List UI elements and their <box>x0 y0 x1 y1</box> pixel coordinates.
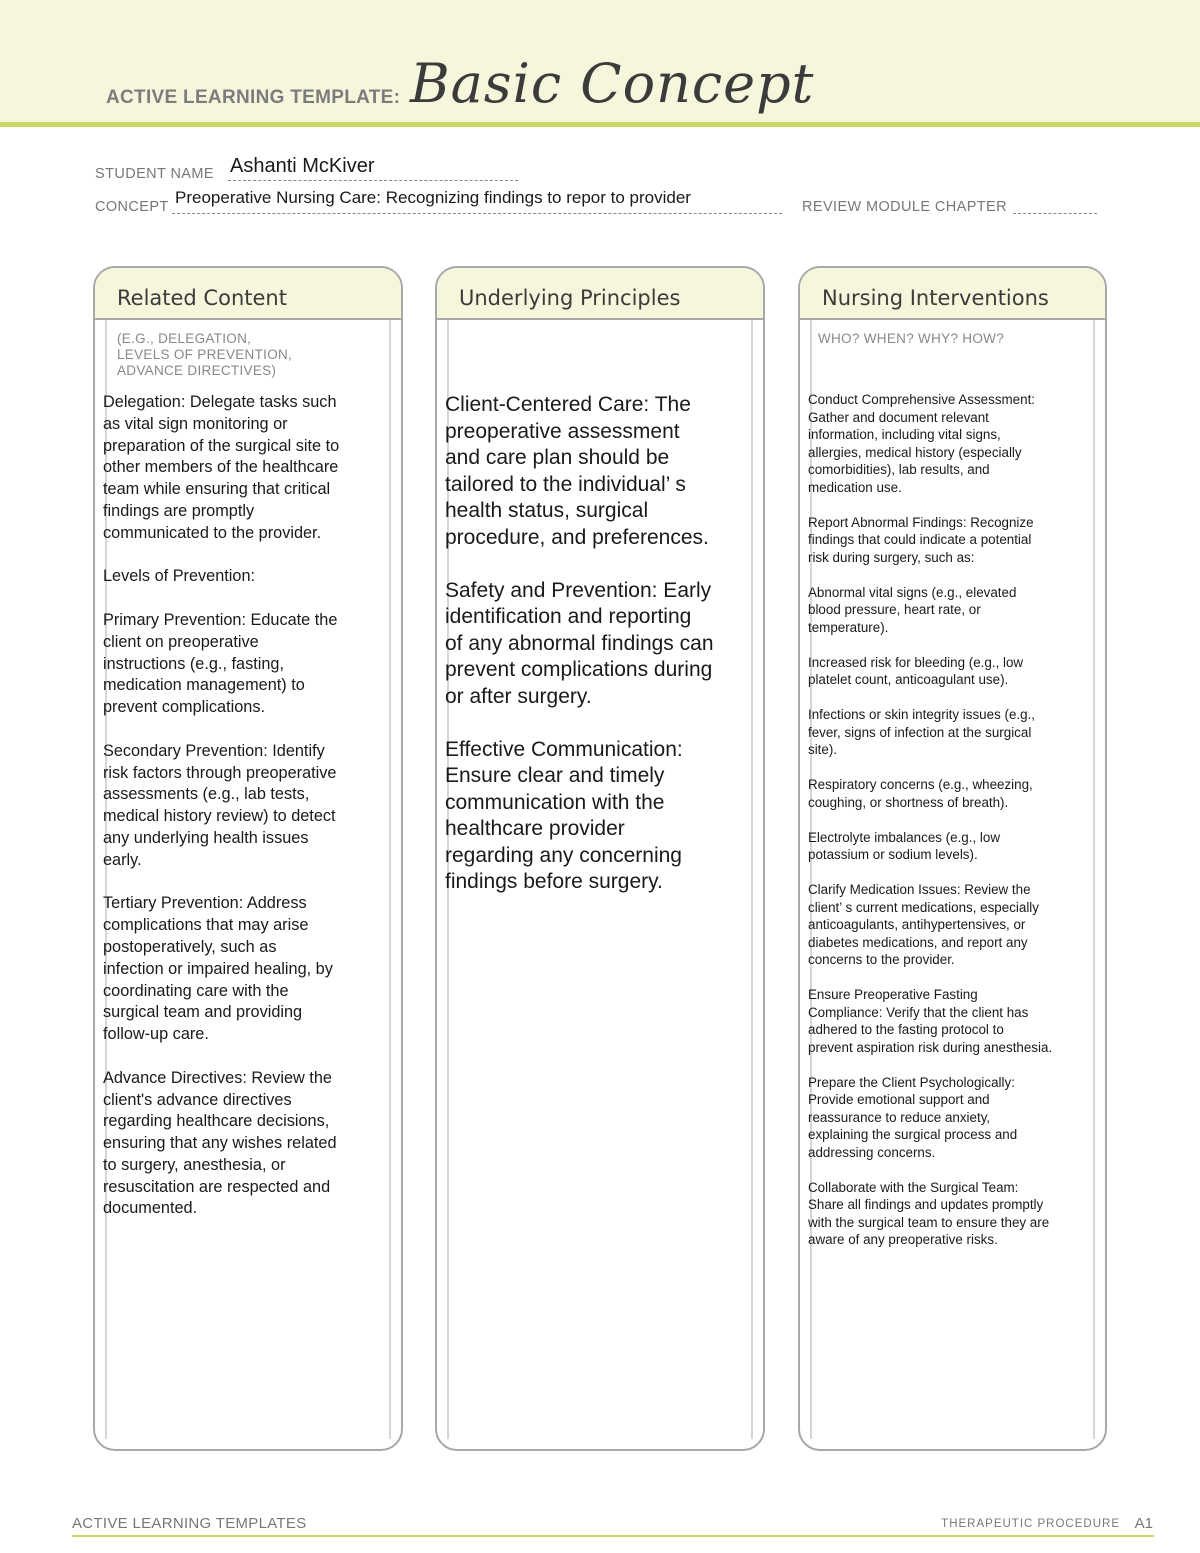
nursing-interventions-text: Conduct Comprehensive Assessment: Gather and document relevant information, including vital signs, allergies, medical history (especially comorbidities), lab results, and medication use. Report Abnormal Findings: Recognize findings that could indicate a potential risk during surgery, such as: Abnormal vital signs (e.g., elevated blood pressure, heart rate, or temperature). Increased risk for bleeding (e.g., low platelet count, anticoagulant use). Infections or skin integrity issues (e.g., fever, signs of infection at the surgical site). Respiratory concerns (e.g., wheezing, coughing, or shortness of breath). Electrolyte imbalances (e.g., low potassium or sodium levels). Clarify Medication Issues: Review the client’ s current medications, especially anticoagulants, antihypertensives, or diabetes medications, and report any concerns to the provider. Ensure Preoperative Fasting Compliance: Verify that the client has adhered to the fasting protocol to prevent aspiration risk during anesthesia. Prepare the Client Psychologically: Provide emotional support and reassurance to reduce anxiety, explaining the surgical process and addressing concerns. Collaborate with the Surgical Team: Share all findings and updates promptly with the surgical team to ensure they are aware of any preoperative risks. <box>808 392 1053 1247</box>
review-module-label: REVIEW MODULE CHAPTER <box>802 199 1007 215</box>
nursing-interventions-title: Nursing Interventions <box>822 286 1049 310</box>
nursing-interventions-panel <box>798 266 1107 1451</box>
concept-field[interactable]: Preoperative Nursing Care: Recognizing findings to repor to provider <box>175 188 691 207</box>
template-label: ACTIVE LEARNING TEMPLATE: <box>106 87 401 108</box>
template-title: Basic Concept <box>410 52 815 115</box>
student-name-label: STUDENT NAME <box>95 166 214 182</box>
footer-procedure-label: THERAPEUTIC PROCEDURE <box>941 1518 1120 1530</box>
concept-line <box>172 213 782 214</box>
concept-label: CONCEPT <box>95 199 169 215</box>
related-content-title: Related Content <box>117 286 287 310</box>
header-rule <box>0 122 1200 127</box>
student-name-line <box>228 180 518 181</box>
review-module-line <box>1013 213 1097 214</box>
nursing-interventions-subtitle: WHO? WHEN? WHY? HOW? <box>818 331 1005 346</box>
footer-page-number: A1 <box>1134 1515 1153 1532</box>
student-name-field[interactable]: Ashanti McKiver <box>230 155 375 177</box>
underlying-principles-title: Underlying Principles <box>459 286 681 310</box>
related-content-text: Delegation: Delegate tasks such as vital sign monitoring or preparation of the surgical site to other members of the healthcare team while ensuring that critical findings are promptly communicated to the provider. Levels of Prevention: Primary Prevention: Educate the client on preoperative instructions (e.g., fasting, medication management) to prevent complications. Secondary Prevention: Identify risk factors through preoperative assessments (e.g., lab tests, medical history review) to detect any underlying health issues early. Tertiary Prevention: Address complications that may arise postoperatively, such as infection or impaired healing, by coordinating care with the surgical team and providing follow-up care. Advance Directives: Review the client's advance directives regarding healthcare decisions, ensuring that any wishes related to surgery, anesthesia, or resuscitation are respected and documented. <box>103 393 340 1218</box>
underlying-principles-text: Client-Centered Care: The preoperative assessment and care plan should be tailored to the individual’ s health status, surgical procedure, and preferences. Safety and Prevention: Early identification and reporting of any abnormal findings can prevent complications during or after surgery. Effective Communication: Ensure clear and timely communication with the healthcare provider regarding any concerning findings before surgery. <box>445 393 714 893</box>
footer-templates-label: ACTIVE LEARNING TEMPLATES <box>72 1515 307 1532</box>
related-content-subtitle: (E.G., DELEGATION, LEVELS OF PREVENTION, ADVANCE DIRECTIVES) <box>117 331 293 378</box>
related-content-panel <box>93 266 403 1451</box>
underlying-principles-panel <box>435 266 765 1451</box>
footer-rule <box>72 1535 1154 1537</box>
